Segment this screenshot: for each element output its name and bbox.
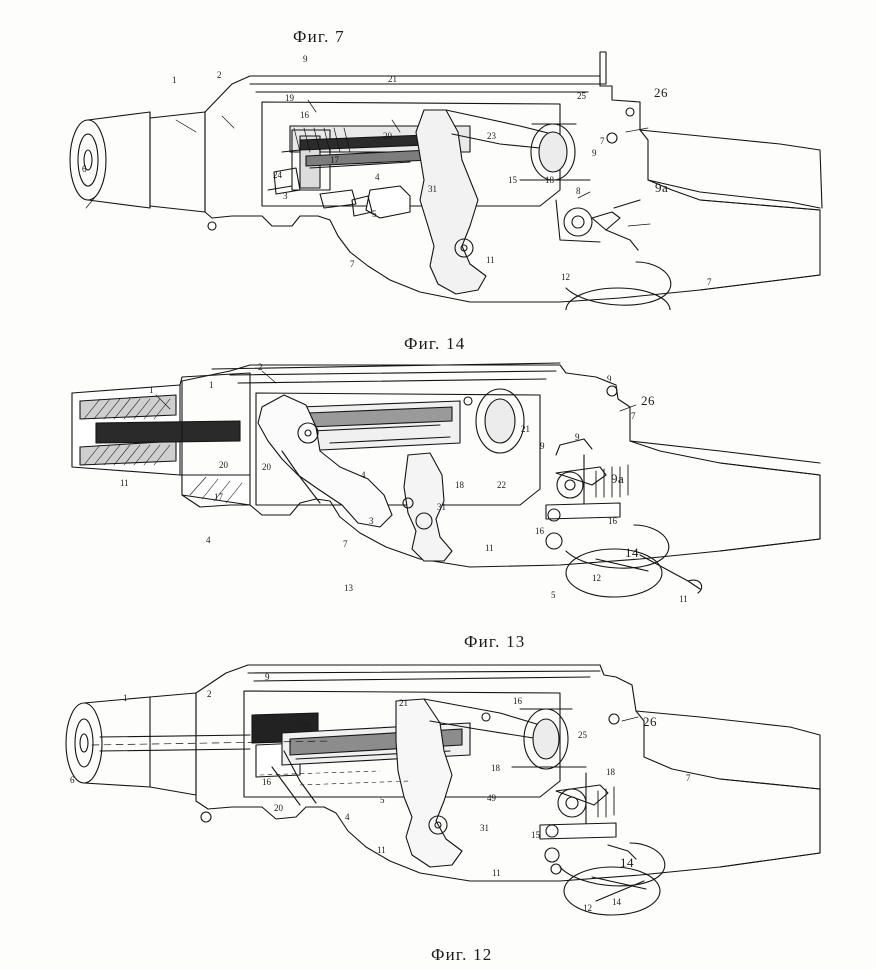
callout-number: 18: [491, 763, 500, 773]
callout-number: 11: [492, 868, 501, 878]
callout-number: 2: [258, 362, 263, 372]
callout-number: 9а: [655, 180, 669, 195]
callout-number: 25: [578, 730, 587, 740]
callout-number: 4: [206, 535, 211, 545]
callout-number: 7: [686, 773, 691, 783]
callout-number: 9: [575, 432, 580, 442]
callout-number: 18: [455, 480, 464, 490]
callout-number: 18: [606, 767, 615, 777]
callout-number: 17: [330, 155, 339, 165]
callout-number: 13: [344, 583, 353, 593]
callout-number: 15: [508, 175, 517, 185]
callout-number: 9: [607, 374, 612, 384]
callout-number: 23: [487, 131, 496, 141]
callout-number: 16: [262, 777, 271, 787]
callout-number: 7: [600, 136, 605, 146]
callout-number: 12: [583, 903, 592, 913]
callout-number: 1: [172, 75, 177, 85]
callout-number: 4: [375, 172, 380, 182]
figure-caption-fig-12: Фиг. 12: [431, 945, 493, 964]
callout-number: 12: [592, 573, 601, 583]
callout-number: 16: [608, 516, 617, 526]
callout-number: 16: [513, 696, 522, 706]
figure-caption-fig-14: Фиг. 14: [404, 334, 466, 353]
callout-number: 12: [561, 272, 570, 282]
callout-number: 7: [631, 411, 636, 421]
callout-number: 11: [485, 543, 494, 553]
callout-number: 21: [388, 74, 397, 84]
callout-number: 1: [149, 385, 154, 395]
callout-number: 15: [531, 830, 540, 840]
callout-number: 9: [303, 54, 308, 64]
callout-number: 4: [361, 470, 366, 480]
callout-number: 14: [625, 545, 639, 560]
callout-number: 3: [283, 191, 288, 201]
callout-number: 16: [535, 526, 544, 536]
callout-number: 11: [679, 594, 688, 604]
callout-number: 6: [70, 775, 75, 785]
callout-number: 3: [369, 516, 374, 526]
callout-number: 26: [654, 85, 668, 100]
figure-drawing-fig-14: [0, 355, 876, 610]
callout-number: 5: [551, 590, 556, 600]
callout-number: 9: [540, 441, 545, 451]
callout-number: 20: [274, 803, 283, 813]
callout-number: 14: [620, 855, 634, 870]
figure-caption-fig-13: Фиг. 13: [464, 632, 526, 651]
callout-number: 26: [643, 714, 657, 729]
callout-number: 21: [521, 424, 530, 434]
callout-number: 7: [343, 539, 348, 549]
callout-number: 19: [300, 721, 309, 731]
callout-number: 24: [273, 170, 282, 180]
callout-number: 25: [577, 91, 586, 101]
callout-number: 18: [545, 175, 554, 185]
callout-number: 11: [486, 255, 495, 265]
callout-number: 20: [219, 460, 228, 470]
callout-number: 7: [350, 259, 355, 269]
callout-number: 1: [123, 693, 128, 703]
callout-number: 8: [576, 186, 581, 196]
callout-number: 31: [428, 184, 437, 194]
callout-number: 1: [209, 380, 214, 390]
callout-number: 9: [592, 148, 597, 158]
callout-number: 22: [497, 480, 506, 490]
callout-number: 17: [214, 492, 223, 502]
callout-number: 14: [612, 897, 621, 907]
callout-number: 49: [487, 793, 496, 803]
callout-number: 5: [380, 795, 385, 805]
callout-number: 31: [480, 823, 489, 833]
callout-number: 26: [641, 393, 655, 408]
callout-number: 5: [372, 209, 377, 219]
callout-number: 2: [217, 70, 222, 80]
callout-number: 9а: [611, 471, 625, 486]
callout-number: 11: [120, 478, 129, 488]
callout-number: 2: [207, 689, 212, 699]
callout-number: 4: [345, 812, 350, 822]
callout-number: 19: [285, 93, 294, 103]
callout-number: 9: [265, 672, 270, 682]
callout-number: 20: [262, 462, 271, 472]
callout-number: 31: [437, 502, 446, 512]
callout-number: 21: [399, 698, 408, 708]
callout-number: 7: [707, 277, 712, 287]
callout-number: 6: [82, 164, 87, 174]
callout-number: 20: [383, 131, 392, 141]
figure-drawing-fig-13: [0, 655, 876, 930]
callout-number: 16: [300, 110, 309, 120]
callout-number: 11: [377, 845, 386, 855]
figure-caption-fig-7: Фиг. 7: [293, 27, 345, 46]
figure-drawing-fig-7: [0, 40, 876, 310]
